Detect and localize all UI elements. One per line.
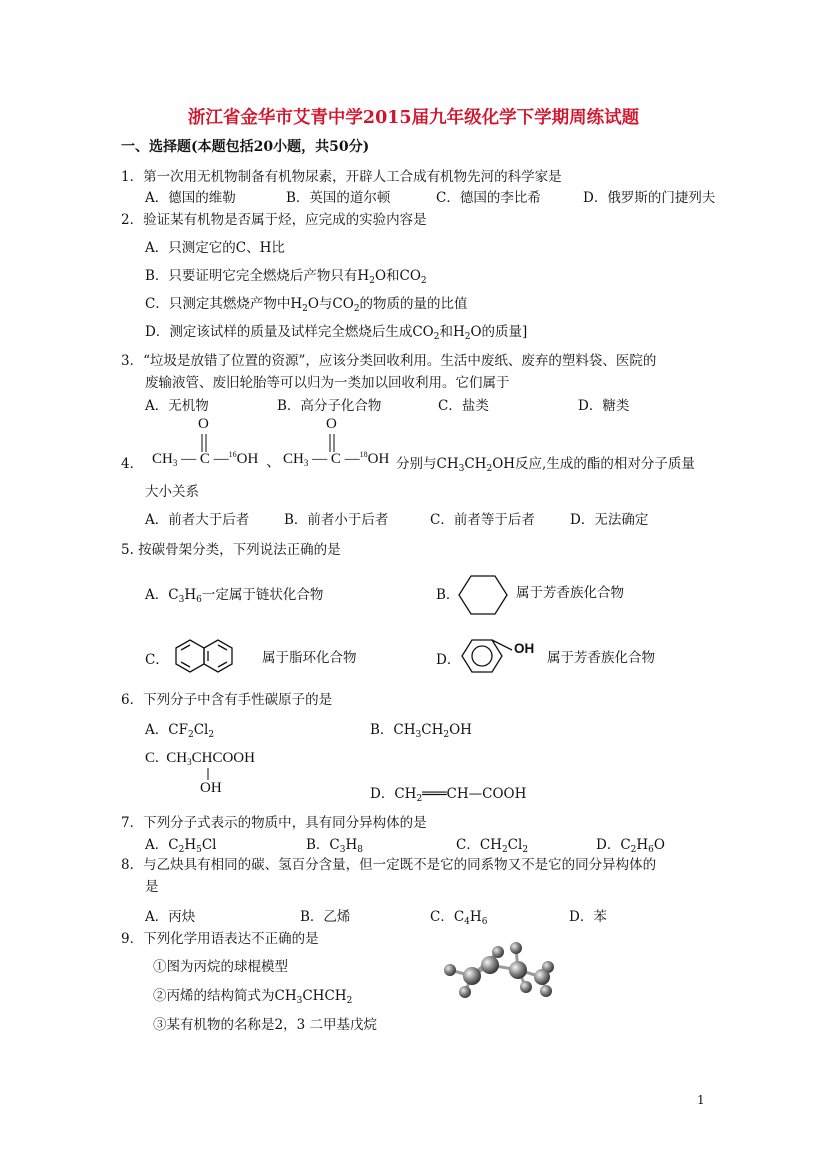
q3-option-c: C．盐类 bbox=[438, 398, 489, 414]
q6-option-c-oh: OH bbox=[200, 780, 222, 796]
q8-option-a: A．丙炔 bbox=[145, 909, 196, 925]
page-number: 1 bbox=[697, 1093, 705, 1107]
q4-option-c: C．前者等于后者 bbox=[430, 512, 535, 528]
q3-option-d: D．糖类 bbox=[578, 398, 630, 414]
q5-option-d-label: D． bbox=[436, 652, 461, 668]
q4-stem-line2: 大小关系 bbox=[145, 484, 199, 500]
q1-option-a: A．德国的维勒 bbox=[145, 190, 236, 206]
q4-molecule-1-oxygen: O bbox=[198, 416, 209, 432]
q5-option-d-oh: OH bbox=[514, 641, 535, 656]
q7-option-b: B．$C_3H_8$ bbox=[306, 837, 363, 855]
q5-stem: 5. 按碳骨架分类，下列说法正确的是 bbox=[121, 542, 341, 558]
q4-molecule-2-oxygen: O bbox=[326, 416, 337, 432]
q8-option-d: D．苯 bbox=[569, 909, 607, 925]
q2-stem: 2．验证某有机物是否属于烃，应完成的实验内容是 bbox=[121, 212, 427, 228]
q8-stem-line2: 是 bbox=[145, 879, 159, 895]
q4-option-b: B．前者小于后者 bbox=[284, 512, 389, 528]
q1-option-d: D．俄罗斯的门捷列夫 bbox=[583, 190, 716, 206]
q9-statement-3: ③某有机物的名称是2，3 二甲基戊烷 bbox=[153, 1017, 377, 1033]
page-title: 浙江省金华市艾青中学2015届九年级化学下学期周练试题 bbox=[187, 108, 640, 128]
q7-option-a: A．$C_2H_5Cl$ bbox=[145, 837, 217, 855]
q4-stem-tail: 分别与$CH_3CH_2OH$反应,生成的酯的相对分子质量 bbox=[396, 456, 695, 474]
q5-option-b-label: B． bbox=[436, 587, 460, 603]
section-heading: 一、选择题(本题包括20小题，共50分) bbox=[121, 139, 370, 155]
q1-option-b: B．英国的道尔顿 bbox=[286, 190, 391, 206]
q6-stem: 6．下列分子中含有手性碳原子的是 bbox=[121, 692, 333, 708]
q2-option-c: C．只测定其燃烧产物中$H_2O$与$CO_2$的物质的量的比值 bbox=[145, 296, 468, 314]
q4-option-a: A．前者大于后者 bbox=[145, 512, 250, 528]
q5-option-c-text: 属于脂环化合物 bbox=[262, 650, 357, 666]
q4-number: 4． bbox=[121, 456, 144, 472]
q5-option-b-text: 属于芳香族化合物 bbox=[516, 585, 624, 601]
q6-option-c: C. $CH_3CHCOOH$ bbox=[145, 750, 255, 767]
q2-option-a: A．只测定它的C、H比 bbox=[145, 240, 285, 256]
q6-option-a: A．$CF_2Cl_2$ bbox=[145, 722, 215, 740]
q3-option-a: A．无机物 bbox=[145, 398, 209, 414]
q3-stem-line1: 3．“垃圾是放错了位置的资源”，应该分类回收利用。生活中废纸、废弃的塑料袋、医院的 bbox=[121, 353, 657, 369]
q2-option-b: B．只要证明它完全燃烧后产物只有$H_2O$和$CO_2$ bbox=[145, 268, 427, 286]
q4-molecule-1: $CH_3$ — C —$^{16}$OH bbox=[152, 450, 259, 468]
q5-option-a: A．$C_3H_6$一定属于链状化合物 bbox=[145, 587, 324, 605]
q9-statement-2: ②丙烯的结构简式为$CH_3CHCH_2$ bbox=[153, 988, 353, 1006]
q9-stem: 9．下列化学用语表达不正确的是 bbox=[121, 931, 319, 947]
q4-molecule-2: $CH_3$ — C —$^{18}$OH bbox=[283, 450, 390, 468]
q7-stem: 7．下列分子式表示的物质中，具有同分异构体的是 bbox=[121, 815, 427, 831]
q7-option-d: D．$C_2H_6O$ bbox=[596, 837, 665, 855]
q4-option-d: D．无法确定 bbox=[570, 512, 649, 528]
q8-option-b: B．乙烯 bbox=[300, 909, 351, 925]
q5-option-d-text: 属于芳香族化合物 bbox=[547, 650, 655, 666]
q8-stem-line1: 8．与乙炔具有相同的碳、氢百分含量，但一定既不是它的同系物又不是它的同分异构体的 bbox=[121, 857, 657, 873]
q1-option-c: C．德国的李比希 bbox=[436, 190, 541, 206]
q1-stem: 1．第一次用无机物制备有机物尿素，开辟人工合成有机物先河的科学家是 bbox=[121, 169, 562, 185]
q8-option-c: C．$C_4H_6$ bbox=[430, 909, 488, 927]
q5-option-c-label: C． bbox=[145, 652, 169, 668]
q3-stem-line2: 废输液管、废旧轮胎等可以归为一类加以回收利用。它们属于 bbox=[145, 375, 510, 391]
q6-option-b: B．$CH_3CH_2OH$ bbox=[370, 722, 472, 740]
q2-option-d: D．测定该试样的质量及试样完全燃烧后生成$CO_2$和$H_2O$的质量] bbox=[145, 324, 528, 342]
q9-statement-1: ①图为丙烷的球棍模型 bbox=[153, 959, 288, 975]
q3-option-b: B．高分子化合物 bbox=[277, 398, 382, 414]
q6-option-d: D．$CH_2═══CH—COOH$ bbox=[370, 786, 527, 804]
q4-separator: 、 bbox=[266, 454, 282, 470]
q7-option-c: C．$CH_2Cl_2$ bbox=[456, 837, 529, 855]
